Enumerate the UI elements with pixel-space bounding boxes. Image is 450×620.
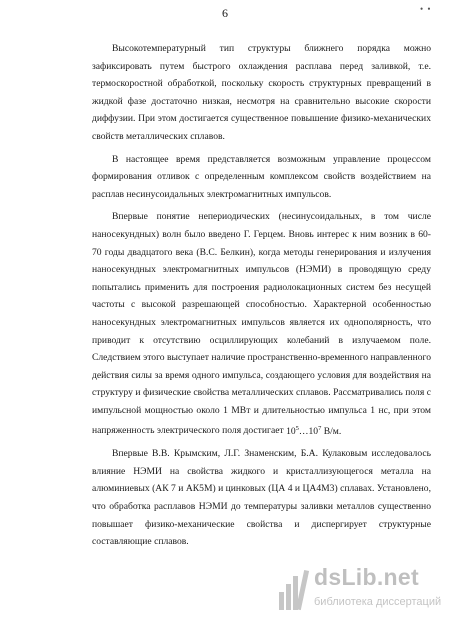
- document-body: [92, 40, 431, 551]
- paragraph-3-text: Впервые понятие непериодических (несинусоидальных, в том числе наносекундных) волн было введено Г. Герцем. Вновь интерес к ним возник в 60-70 годы двадцатого века (В.С. Белкин), когда методы генерирования и излучения наносекундных электромагнитных импульсов (НЭМИ) в проводящую среду попытались применить для построения радиолокационных систем без несущей частоты с высокой разрешающей способностью. Характерной особенностью наносекундных электромагнитных импульсов является их однополярность, что приводит к отсутствию осциллирующих колебаний в излучаемом поле. Следствием этого выступает наличие пространственно-временного направленного действия силы за время одного импульса, создающего условия для воздействия на структуру и физические свойства металлических сплавов. Рассматривались поля с импульсной мощностью около 1 МВт и длительностью импульса 1 нс, при этом напряженность электрического поля достигает: [92, 211, 431, 437]
- dslib-watermark: [274, 562, 450, 620]
- paragraph-3: [92, 208, 431, 440]
- dslib-logo-icon: [276, 568, 312, 612]
- paragraph-4: Впервые В.В. Крымским, Л.Г. Знаменским, Б.А. Кулаковым исследовалось влияние НЭМИ на свойства жидкого и кристаллизующегося металла на алюминиевых (АК 7 и АК5М) и цинковых (ЦА 4 и ЦА4М3) сплавах. Установлено, что обработка расплавов НЭМИ до температуры заливки металлов существенно повышает физико-механические свойства и диспергирует структурные составляющие сплавов.: [92, 448, 431, 548]
- page-number: 6: [222, 6, 228, 20]
- paragraph-1: Высокотемпературный тип структуры ближнего порядка можно зафиксировать путем быстрого охлаждения расплава перед заливкой, т.е. термоскоростной обработкой, поскольку скорость структурных превращений в жидкой фазе достаточно низкая, несмотря на сравнительно высокие скорости диффузии. При этом достигается существенное повышение физико-механических свойств металлических сплавов.: [92, 43, 431, 142]
- corner-mark: • •: [420, 4, 432, 14]
- watermark-title: dsLib.net: [314, 564, 419, 590]
- field-strength-value: $10^5\dots 10^7$ В/м.: [286, 424, 342, 437]
- paragraph-2: В настоящее время представляется возможным управление процессом формирования отливок с определенным комплексом свойств воздействием на расплав несинусоидальных электромагнитных импульсов.: [92, 153, 431, 200]
- watermark-subtitle: библиотека диссертаций: [314, 596, 442, 608]
